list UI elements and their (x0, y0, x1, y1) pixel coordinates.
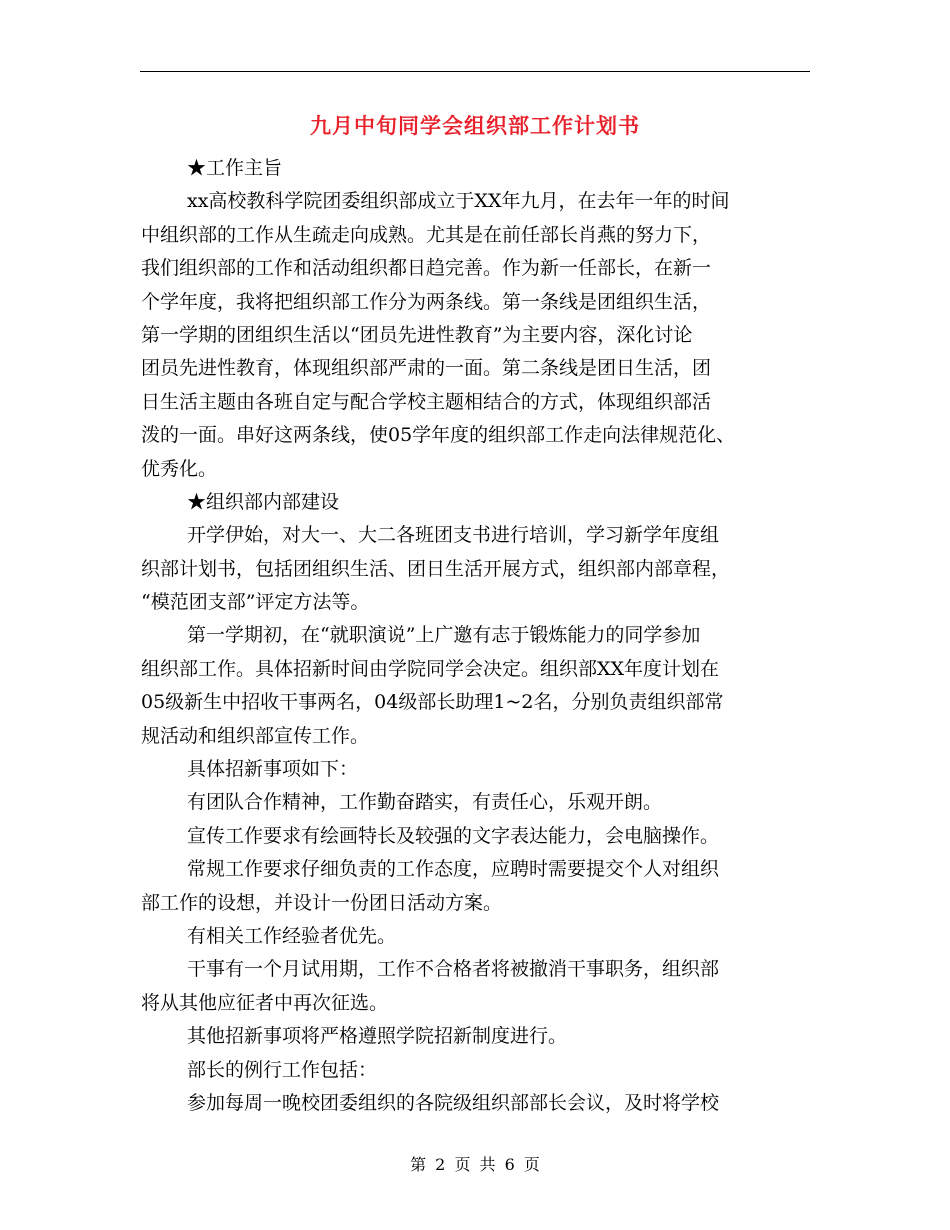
body-line: 开学伊始，对大一、大二各班团支书进行培训，学习新学年度组 (187, 524, 720, 547)
body-line: 中组织部的工作从生疏走向成熟。尤其是在前任部长肖燕的努力下， (141, 223, 712, 246)
document-body (141, 152, 813, 1120)
body-line: 宣传工作要求有绘画特长及较强的文字表达能力，会电脑操作。 (187, 824, 720, 847)
body-line: 05级新生中招收干事两名，04级部长助理1~2名，分别负责组织部常 (141, 691, 724, 714)
body-line: 第一学期初，在“就职演说”上广邀有志于锻炼能力的同学参加 (187, 624, 701, 647)
body-line: 参加每周一晚校团委组织的各院级组织部部长会议，及时将学校 (187, 1091, 720, 1114)
body-line: 个学年度，我将把组织部工作分为两条线。第一条线是团组织生活， (141, 290, 712, 313)
body-line: 有团队合作精神，工作勤奋踏实，有责任心，乐观开朗。 (187, 791, 663, 814)
body-line: 其他招新事项将严格遵照学院招新制度进行。 (187, 1025, 568, 1048)
body-line: 干事有一个月试用期，工作不合格者将被撤消干事职务，组织部 (187, 958, 720, 981)
body-line: 有相关工作经验者优先。 (187, 924, 397, 947)
body-line: 我们组织部的工作和活动组织都日趋完善。作为新一任部长，在新一 (141, 257, 712, 280)
body-line: xx高校教科学院团委组织部成立于XX年九月，在去年一年的时间 (187, 190, 730, 213)
body-line: “模范团支部”评定方法等。 (141, 591, 370, 614)
body-line: 组织部工作。具体招新时间由学院同学会决定。组织部XX年度计划在 (141, 657, 720, 680)
header-rule (140, 71, 810, 72)
body-line: 优秀化。 (141, 457, 218, 480)
body-line: 具体招新事项如下： (187, 758, 359, 781)
body-line: 泼的一面。串好这两条线，使05学年度的组织部工作走向法律规范化、 (141, 424, 736, 447)
body-line: 将从其他应征者中再次征选。 (141, 991, 389, 1014)
body-line: ★工作主旨 (187, 157, 283, 179)
body-line: 部长的例行工作包括： (187, 1058, 378, 1081)
body-line: 织部计划书，包括团组织生活、团日生活开展方式，组织部内部章程， (141, 557, 731, 580)
body-line: 常规工作要求仔细负责的工作态度，应聘时需要提交个人对组织 (187, 858, 720, 881)
body-line: ★组织部内部建设 (187, 490, 340, 513)
body-line: 部工作的设想，并设计一份团日活动方案。 (141, 891, 503, 914)
body-line: 团员先进性教育，体现组织部严肃的一面。第二条线是团日生活，团 (141, 357, 712, 380)
body-line: 日生活主题由各班自定与配合学校主题相结合的方式，体现组织部活 (141, 390, 712, 413)
document-title: 九月中旬同学会组织部工作计划书 (310, 113, 640, 138)
body-line: 第一学期的团组织生活以“团员先进性教育”为主要内容，深化讨论 (141, 323, 693, 346)
page-footer: 第 2 页 共 6 页 (410, 1155, 540, 1174)
body-line: 规活动和组织部宣传工作。 (141, 724, 370, 747)
